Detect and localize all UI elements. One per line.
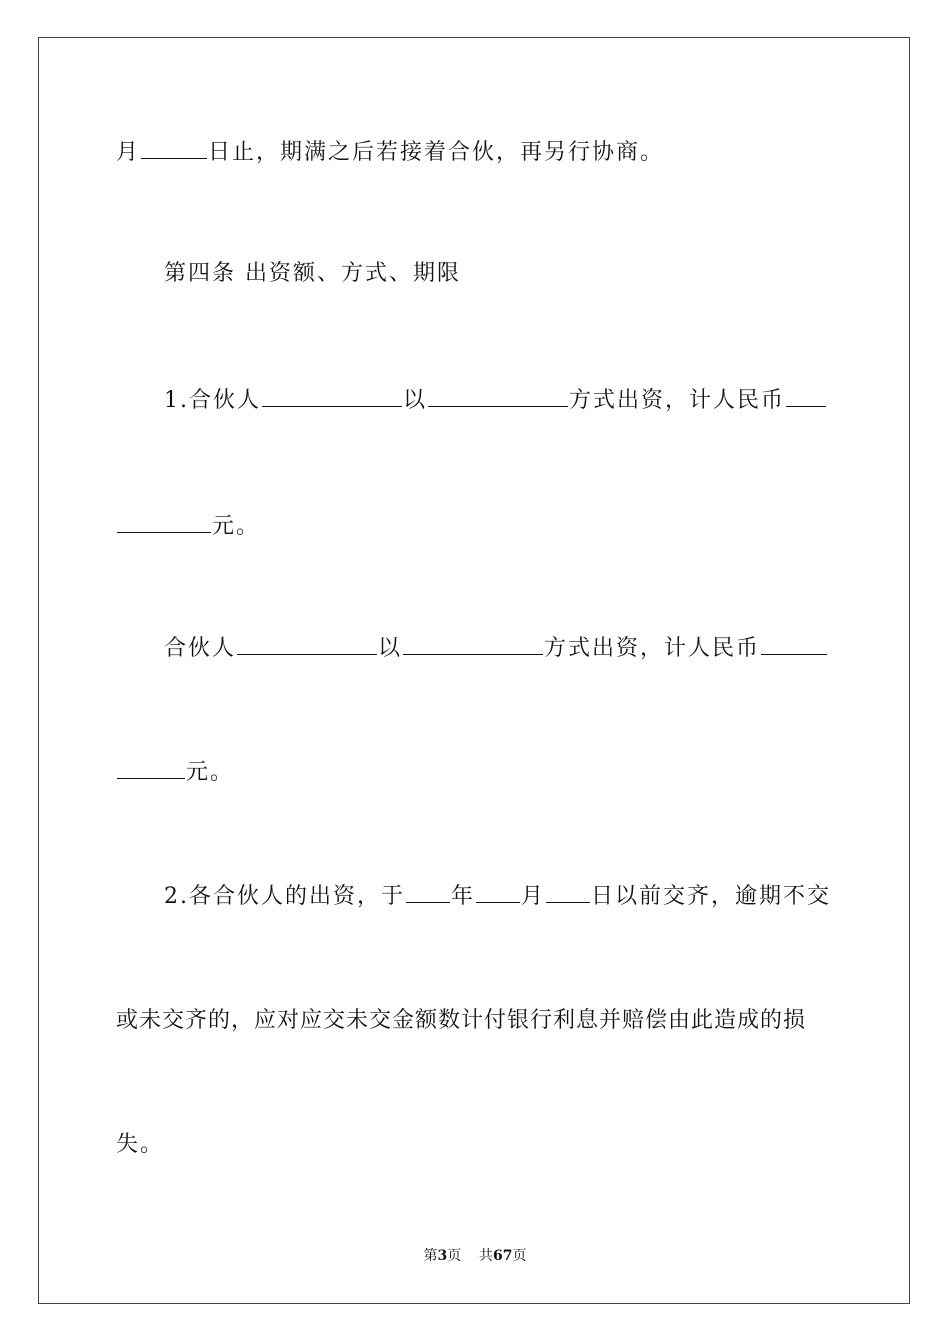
text-segment: 合伙人: [164, 636, 237, 661]
fill-blank[interactable]: [237, 632, 377, 655]
text-segment: 年: [451, 884, 476, 909]
total-pages: 67: [493, 1248, 513, 1264]
fill-blank[interactable]: [117, 756, 185, 779]
text-line-3: [164, 384, 827, 416]
page-unit: 页: [447, 1248, 462, 1264]
text-segment: 1.合伙人: [164, 388, 261, 413]
text-segment: 日止，期满之后若接着合伙，再另行协商。: [208, 140, 665, 165]
text-segment: 方式出资，计人民币: [569, 388, 786, 413]
page-prefix: 第: [423, 1248, 438, 1264]
text-segment: 或未交齐的，应对应交未交金额数计付银行利息并赔偿由此造成的损: [116, 1008, 807, 1033]
fill-blank[interactable]: [786, 384, 826, 407]
text-segment: 第四条 出资额、方式、期限: [164, 261, 461, 286]
text-segment: 以: [403, 388, 428, 413]
text-segment: 方式出资，计人民币: [544, 636, 761, 661]
text-segment: 以: [378, 636, 403, 661]
text-segment: 日以前交齐，逾期不交: [591, 884, 832, 909]
fill-blank[interactable]: [141, 136, 207, 159]
fill-blank[interactable]: [476, 880, 520, 903]
page-footer: [0, 1247, 950, 1265]
text-line-9: [116, 1130, 164, 1160]
fill-blank[interactable]: [406, 880, 450, 903]
text-line-1: [116, 136, 664, 168]
total-prefix: 共: [479, 1248, 494, 1264]
text-line-6: [116, 756, 234, 788]
fill-blank[interactable]: [117, 510, 211, 533]
text-segment: 月: [521, 884, 546, 909]
text-line-8: [116, 1006, 806, 1036]
fill-blank[interactable]: [761, 632, 827, 655]
fill-blank[interactable]: [428, 384, 568, 407]
text-segment: 元。: [186, 760, 235, 785]
text-segment: 月: [116, 140, 141, 165]
text-segment: 失。: [116, 1132, 165, 1157]
text-line-5: [164, 632, 828, 664]
article-heading: [164, 259, 461, 289]
fill-blank[interactable]: [546, 880, 590, 903]
text-line-7: [164, 880, 831, 912]
fill-blank[interactable]: [262, 384, 402, 407]
fill-blank[interactable]: [403, 632, 543, 655]
text-line-4: [116, 510, 260, 542]
page-number: 3: [437, 1248, 448, 1264]
text-segment: 2.各合伙人的出资，于: [164, 884, 405, 909]
total-unit: 页: [512, 1248, 527, 1264]
text-segment: 元。: [212, 514, 261, 539]
page-border: [38, 37, 910, 1304]
